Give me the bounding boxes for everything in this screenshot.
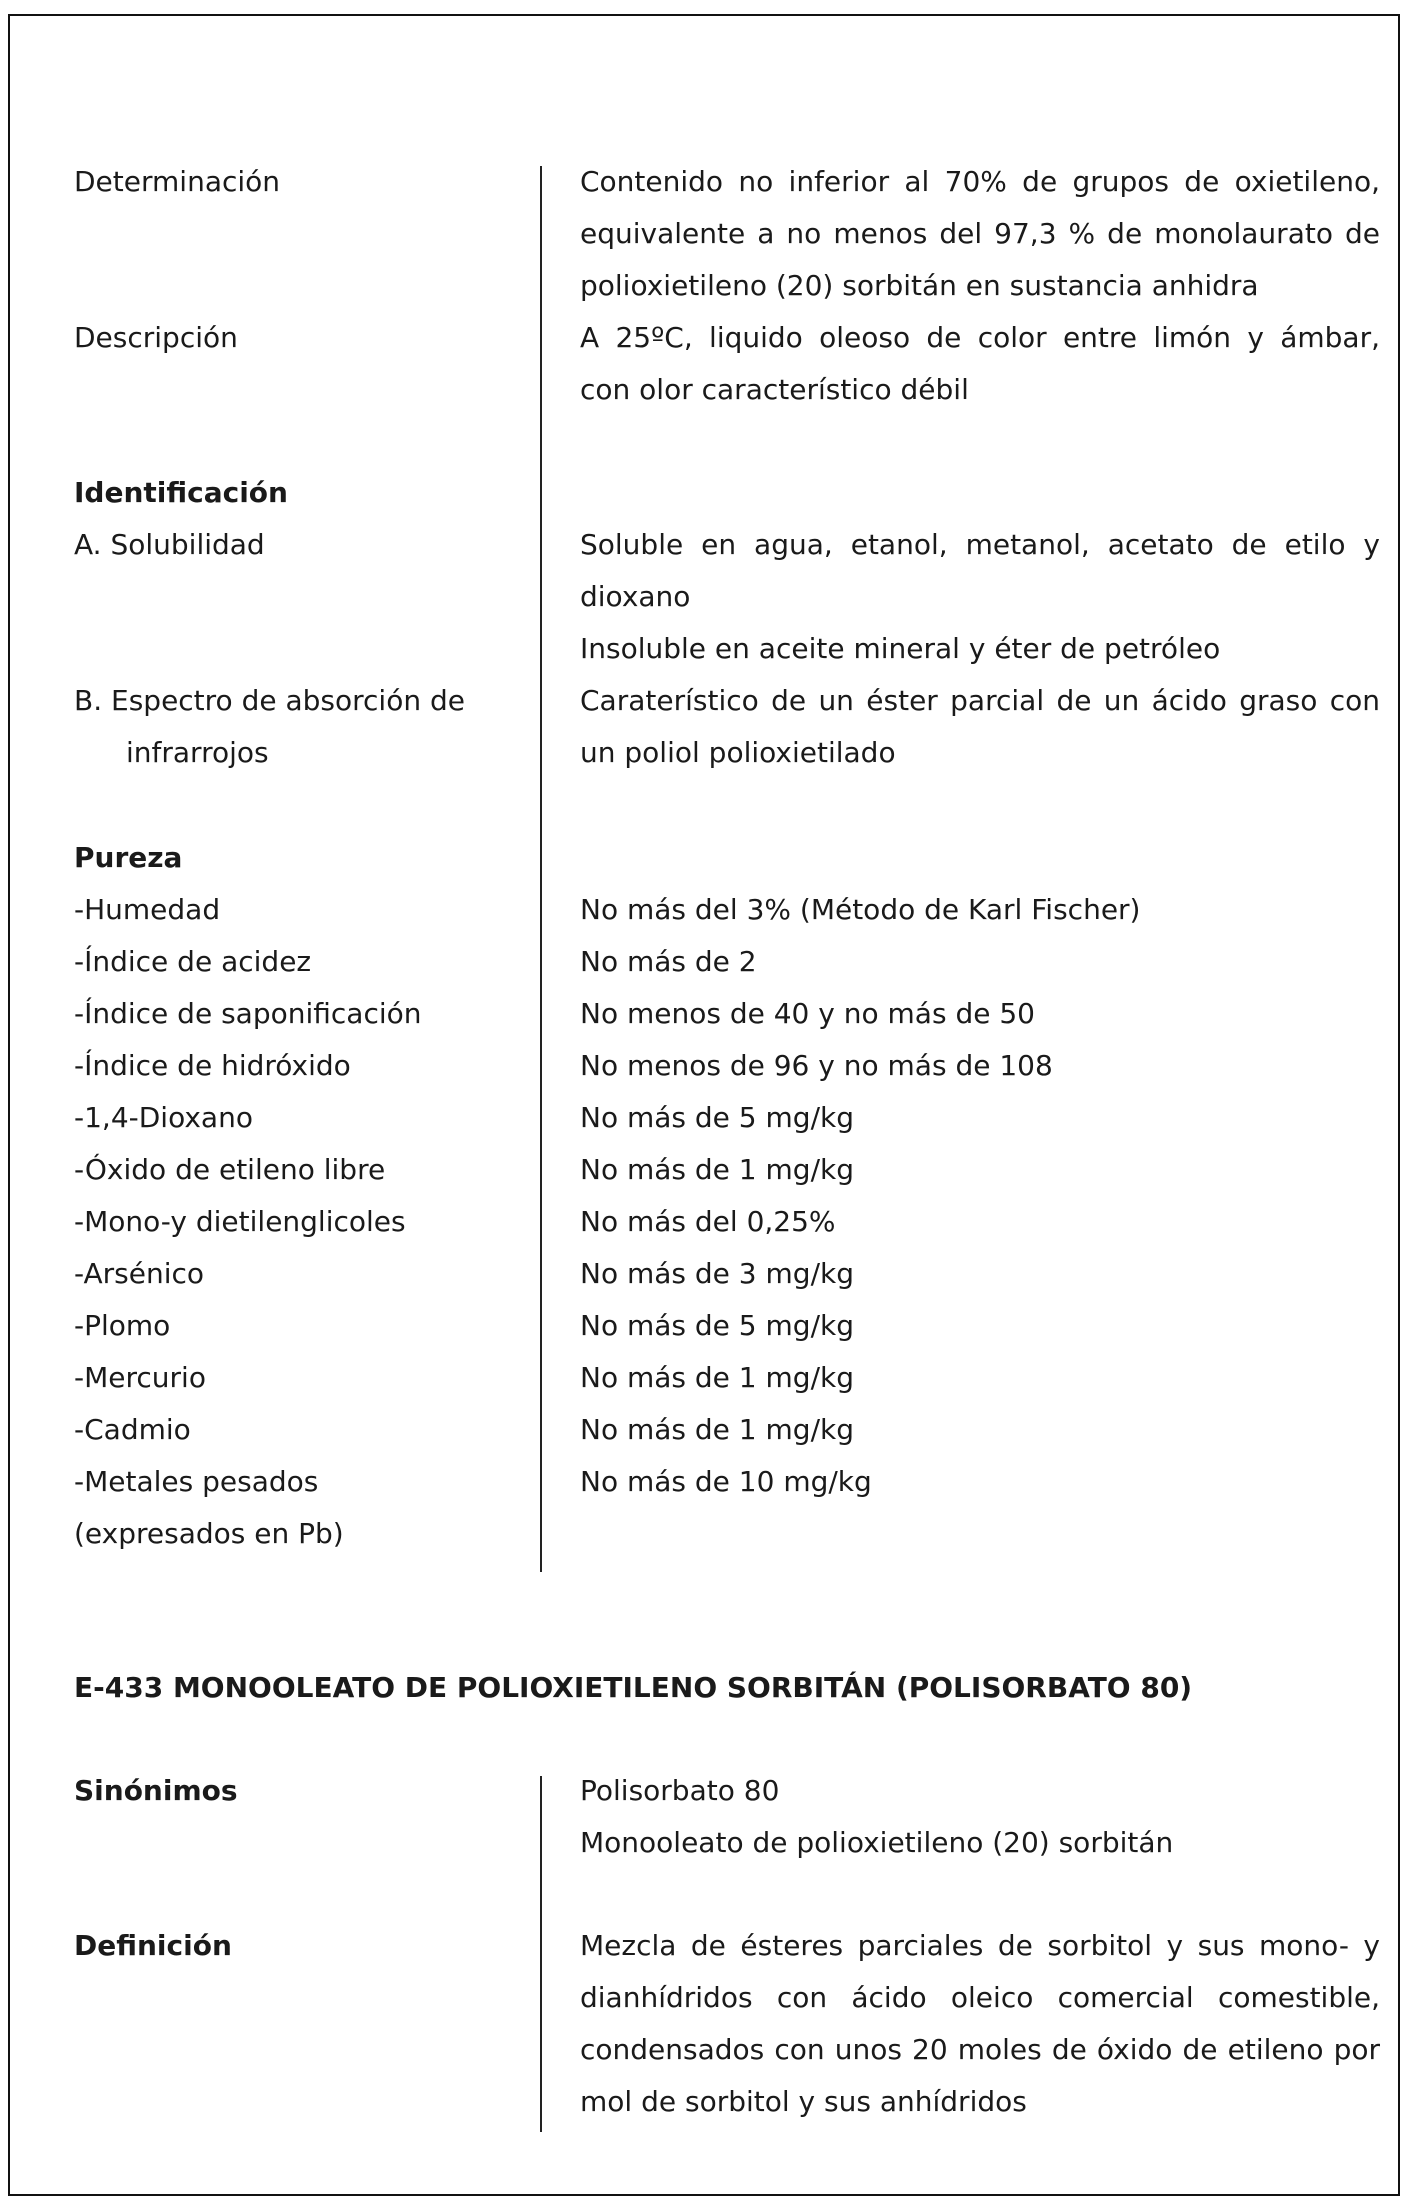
definicion-line-3: condensados con unos 20 moles de óxido de etileno por <box>580 2033 1380 2066</box>
pureza-label-glicoles: -Mono-y dietilenglicoles <box>74 1205 406 1238</box>
pureza-value-metales: No más de 10 mg/kg <box>580 1465 872 1498</box>
section-title: E-433 MONOOLEATO DE POLIOXIETILENO SORBITÁN (POLISORBATO 80) <box>74 1671 1193 1704</box>
pureza-label-hidroxido: -Índice de hidróxido <box>74 1049 351 1082</box>
pureza-value-hidroxido: No menos de 96 y no más de 108 <box>580 1049 1053 1082</box>
pureza-label-mercurio: -Mercurio <box>74 1361 206 1394</box>
pureza-heading: Pureza <box>74 841 183 874</box>
determinacion-label: Determinación <box>74 165 281 198</box>
pureza-label-cadmio: -Cadmio <box>74 1413 191 1446</box>
pureza-value-mercurio: No más de 1 mg/kg <box>580 1361 854 1394</box>
solubilidad-line-3: Insoluble en aceite mineral y éter de petróleo <box>580 632 1221 665</box>
pureza-value-glicoles: No más del 0,25% <box>580 1205 836 1238</box>
definicion-label: Definición <box>74 1929 232 1962</box>
pureza-value-arsenico: No más de 3 mg/kg <box>580 1257 854 1290</box>
identificacion-heading: Identificación <box>74 476 288 509</box>
column-divider-bottom <box>540 1776 542 2132</box>
descripcion-line-2: con olor característico débil <box>580 373 969 406</box>
pureza-value-plomo: No más de 5 mg/kg <box>580 1309 854 1342</box>
sinonimos-line-2: Monooleato de polioxietileno (20) sorbitán <box>580 1826 1174 1859</box>
determinacion-line-2: equivalente a no menos del 97,3 % de monolaurato de <box>580 217 1380 250</box>
pureza-label-humedad: -Humedad <box>74 893 221 926</box>
pureza-label-metales-extra: (expresados en Pb) <box>74 1517 344 1550</box>
espectro-label-1: B. Espectro de absorción de <box>74 684 465 717</box>
pureza-value-cadmio: No más de 1 mg/kg <box>580 1413 854 1446</box>
definicion-line-1: Mezcla de ésteres parciales de sorbitol y sus mono- y <box>580 1929 1380 1962</box>
pureza-label-oxido-etileno: -Óxido de etileno libre <box>74 1153 386 1186</box>
pureza-value-saponificacion: No menos de 40 y no más de 50 <box>580 997 1035 1030</box>
definicion-line-4: mol de sorbitol y sus anhídridos <box>580 2085 1027 2118</box>
pureza-label-plomo: -Plomo <box>74 1309 171 1342</box>
pureza-label-arsenico: -Arsénico <box>74 1257 205 1290</box>
espectro-line-2: un poliol polioxietilado <box>580 736 896 769</box>
pureza-value-humedad: No más del 3% (Método de Karl Fischer) <box>580 893 1141 926</box>
descripcion-line-1: A 25ºC, liquido oleoso de color entre limón y ámbar, <box>580 321 1380 354</box>
solubilidad-line-1: Soluble en agua, etanol, metanol, acetato de etilo y <box>580 528 1380 561</box>
solubilidad-line-2: dioxano <box>580 580 691 613</box>
pureza-value-oxido-etileno: No más de 1 mg/kg <box>580 1153 854 1186</box>
descripcion-label: Descripción <box>74 321 238 354</box>
solubilidad-label: A. Solubilidad <box>74 528 265 561</box>
espectro-line-1: Caraterístico de un éster parcial de un ácido graso con <box>580 684 1380 717</box>
pureza-label-metales: -Metales pesados <box>74 1465 319 1498</box>
determinacion-line-3: polioxietileno (20) sorbitán en sustancia anhidra <box>580 269 1259 302</box>
pureza-value-dioxano: No más de 5 mg/kg <box>580 1101 854 1134</box>
pureza-value-acidez: No más de 2 <box>580 945 757 978</box>
espectro-label-2: infrarrojos <box>126 736 269 769</box>
pureza-label-acidez: -Índice de acidez <box>74 945 312 978</box>
determinacion-line-1: Contenido no inferior al 70% de grupos de oxietileno, <box>580 165 1380 198</box>
sinonimos-line-1: Polisorbato 80 <box>580 1774 780 1807</box>
definicion-line-2: dianhídridos con ácido oleico comercial comestible, <box>580 1981 1380 2014</box>
column-divider-top <box>540 166 542 1572</box>
pureza-label-dioxano: -1,4-Dioxano <box>74 1101 253 1134</box>
pureza-label-saponificacion: -Índice de saponificación <box>74 997 422 1030</box>
sinonimos-label: Sinónimos <box>74 1774 238 1807</box>
